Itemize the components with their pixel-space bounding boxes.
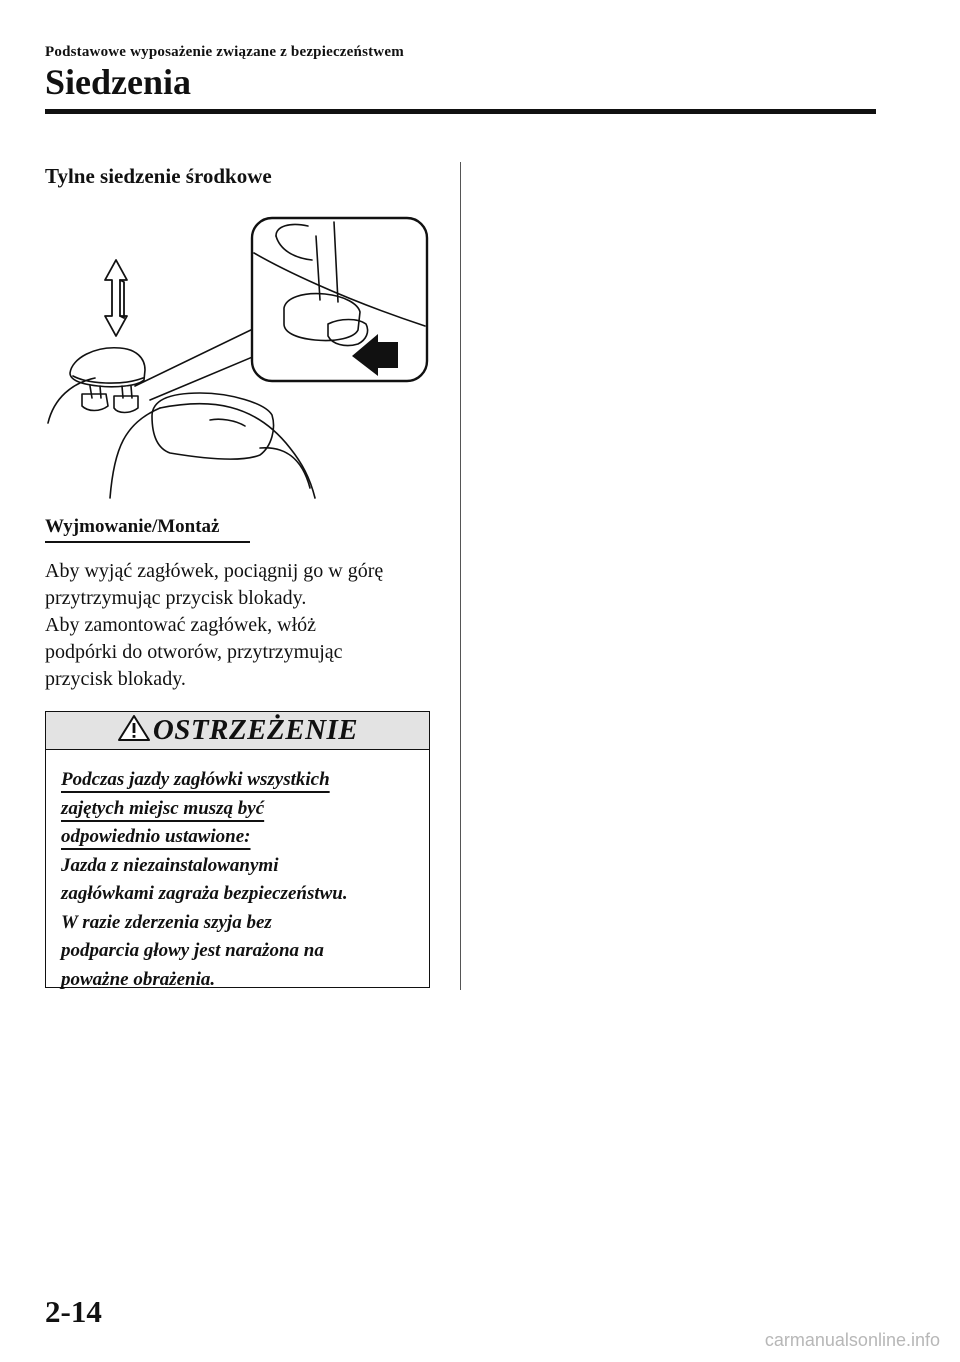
warning-text-line: podparcia głowy jest narażona na [61,940,324,961]
warning-lead-line: Podczas jazdy zagłówki wszystkich [61,769,330,790]
warning-body [61,766,421,994]
headrest-illustration [40,208,440,503]
subheading-underline [45,541,250,543]
up-down-arrow-icon [105,260,127,336]
body-text [45,558,445,693]
watermark: carmanualsonline.info [764,1330,940,1350]
warning-lead-line: zajętych miejsc muszą być [61,797,265,819]
warning-header [46,712,429,750]
body-line: przytrzymując przycisk blokady. [45,587,307,609]
body-line: podpórki do otworów, przytrzymując [45,641,343,663]
section-heading: Tylne siedzenie środkowe [45,164,272,188]
breadcrumb: Podstawowe wyposażenie związane z bezpieczeństwem [45,44,404,60]
warning-text-line: Jazda z niezainstalowanymi [61,854,279,876]
warning-box [45,711,430,988]
warning-text-line: W razie zderzenia szyja bez [61,911,272,933]
body-line: Aby wyjąć zagłówek, pociągnij go w górę [45,560,384,582]
subheading: Wyjmowanie/Montaż [45,516,220,537]
page-number: 2-14 [45,1294,102,1329]
header-rule [45,109,876,114]
page-title: Siedzenia [45,62,192,102]
warning-lead-line: odpowiednio ustawione: [61,826,251,847]
warning-text-line: zagłówkami zagraża bezpieczeństwu. [61,883,348,904]
body-line: Aby zamontować zagłówek, włóż [45,614,317,636]
warning-text-line: poważne obrażenia. [61,968,216,990]
warning-triangle-icon [117,714,151,742]
body-line: przycisk blokady. [45,668,186,690]
column-divider [460,162,461,990]
warning-title: OSTRZEŻENIE [152,714,359,746]
